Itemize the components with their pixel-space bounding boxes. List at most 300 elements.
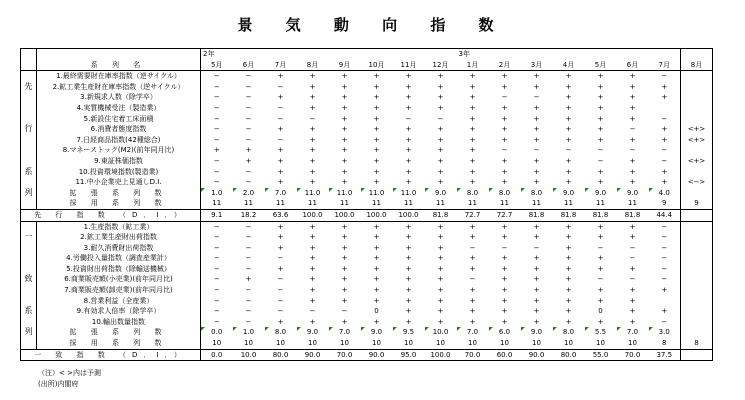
sign-cell: −	[245, 82, 252, 91]
sign-cell: −	[661, 317, 668, 326]
di-value: 95.0	[393, 349, 425, 361]
sign-cell: −	[565, 146, 572, 155]
sign-cell: +	[309, 275, 316, 284]
sign-cell: −	[213, 254, 220, 263]
adopted-value: 10	[564, 339, 573, 348]
di-value: 81.8	[553, 209, 585, 221]
sign-cell: +	[373, 178, 380, 187]
sign-cell: +	[521, 71, 553, 82]
sign-cell: −	[629, 275, 636, 284]
series-name: 5.投資財出荷指数（除輸送機械）	[37, 264, 201, 275]
sign-cell: +	[565, 167, 572, 176]
di-label: 一 致 指 数 （D．I．）	[21, 349, 201, 361]
sign-cell: +	[661, 82, 668, 91]
sign-cell	[681, 317, 713, 328]
note-source: (出所)内閣府	[38, 380, 79, 388]
sign-cell: +	[297, 221, 329, 232]
sign-cell: +	[405, 93, 412, 102]
sign-cell: +	[437, 178, 444, 187]
year-header-2: 2年	[201, 49, 457, 60]
di-value: 63.6	[265, 209, 297, 221]
sign-cell: +	[501, 103, 508, 112]
sign-cell: +	[565, 156, 572, 165]
di-value: 0.0	[201, 349, 233, 361]
sign-cell: +	[309, 243, 316, 252]
sign-cell: +	[533, 275, 540, 284]
leading-group-label: 系	[21, 167, 37, 178]
sign-cell: +	[533, 82, 540, 91]
sign-cell: +	[469, 233, 476, 242]
di-value	[681, 209, 713, 221]
adopted-value: 10	[244, 339, 253, 348]
sign-cell: −	[213, 286, 220, 295]
leading-group-label	[21, 103, 37, 114]
indicator-row	[21, 296, 713, 307]
indicator-row	[21, 306, 713, 317]
adopted-label: 採 用 系 列 数	[37, 338, 201, 349]
di-value: 90.0	[361, 349, 393, 361]
sign-cell: +	[489, 71, 521, 82]
sign-cell: +	[393, 71, 425, 82]
indicator-table	[20, 48, 713, 361]
sign-cell: +	[629, 307, 636, 316]
sign-cell: +	[361, 221, 393, 232]
series-name: 8.営業利益（全産業）	[37, 296, 201, 307]
month-header: 12月	[425, 60, 457, 71]
series-name: 3.新規求人数（除学卒）	[37, 92, 201, 103]
sign-cell: −	[201, 221, 233, 232]
sign-cell: −	[309, 307, 316, 316]
sign-cell: +	[469, 264, 476, 273]
sign-cell: 0	[374, 307, 379, 316]
expanding-value: 8.0	[265, 327, 297, 338]
expanding-label: 拡 張 系 列 数	[37, 188, 201, 199]
sign-cell: −	[213, 114, 220, 123]
sign-cell: −	[213, 93, 220, 102]
sign-cell: +	[309, 156, 316, 165]
sign-cell: +	[405, 307, 412, 316]
di-value: 100.0	[425, 349, 457, 361]
sign-cell	[681, 92, 713, 103]
di-value: 10.0	[233, 349, 265, 361]
month-header: 4月	[553, 60, 585, 71]
sign-cell: +	[405, 146, 412, 155]
sign-cell: +	[437, 243, 444, 252]
sign-cell: +	[629, 103, 636, 112]
expanding-value	[681, 327, 713, 338]
sign-cell: −	[469, 275, 476, 284]
indicator-row	[21, 264, 713, 275]
sign-cell: +	[361, 71, 393, 82]
sign-cell: −	[533, 243, 540, 252]
di-value: 100.0	[297, 209, 329, 221]
sign-cell: +	[597, 82, 604, 91]
sign-cell: +	[341, 125, 348, 134]
sign-cell: −	[597, 146, 604, 155]
coincident-group-label	[21, 264, 37, 275]
sign-cell: +	[329, 221, 361, 232]
sign-cell: +	[629, 114, 636, 123]
adopted-value: 10	[308, 339, 317, 348]
sign-cell	[681, 285, 713, 296]
series-name: 11.中小企業売上見通しD.I.	[37, 177, 201, 188]
sign-cell	[681, 274, 713, 285]
sign-cell: +	[309, 146, 316, 155]
year-header-3: 3年	[457, 49, 681, 60]
sign-cell: +	[469, 135, 476, 144]
sign-cell: −	[533, 146, 540, 155]
sign-cell: +	[533, 167, 540, 176]
sign-cell: +	[309, 93, 316, 102]
sign-cell	[681, 253, 713, 264]
sign-cell: +	[501, 307, 508, 316]
expanding-value: 0.0	[201, 327, 233, 338]
leading-group-label	[21, 114, 37, 125]
sign-cell	[681, 296, 713, 307]
sign-cell: −	[629, 125, 636, 134]
sign-cell: +	[405, 156, 412, 165]
adopted-value: 11	[436, 199, 445, 208]
expanding-count-row	[21, 188, 713, 199]
adopted-value: 11	[372, 199, 381, 208]
expanding-value	[681, 188, 713, 199]
adopted-value: 11	[212, 199, 222, 208]
sign-cell: +	[341, 114, 348, 123]
sign-cell: +	[533, 103, 540, 112]
sign-cell: −	[245, 264, 252, 273]
sign-cell: +	[265, 221, 297, 232]
sign-cell: +	[661, 167, 668, 176]
adopted-value: 10	[212, 339, 222, 348]
sign-cell: +	[437, 146, 444, 155]
sign-cell: +	[405, 264, 412, 273]
indicator-row	[21, 177, 713, 188]
sign-cell: +	[629, 296, 636, 305]
sign-cell: +	[597, 103, 604, 112]
di-value: 80.0	[265, 349, 297, 361]
sign-cell: −	[213, 178, 220, 187]
leading-group-label	[21, 92, 37, 103]
sign-cell: +	[277, 178, 284, 187]
coincident-group-label	[21, 253, 37, 264]
sign-cell: +	[469, 146, 476, 155]
adopted-value: 10	[436, 339, 445, 348]
sign-cell: +	[373, 135, 380, 144]
sign-cell: −	[213, 243, 220, 252]
sign-cell: −	[661, 114, 668, 123]
sign-cell: +	[373, 156, 380, 165]
adopted-value: 10	[500, 339, 509, 348]
adopted-value: 11	[468, 199, 477, 208]
indicator-row	[21, 274, 713, 285]
expanding-value: 8.0	[553, 327, 585, 338]
sign-cell: +	[405, 233, 412, 242]
sign-cell: −	[277, 135, 284, 144]
adopted-value: 10	[596, 339, 605, 348]
sign-cell: +	[373, 264, 380, 273]
expanding-value: 11.0	[393, 188, 425, 199]
coincident-group-label	[21, 285, 37, 296]
series-name: 10.投資環境指数(製造業)	[37, 167, 201, 178]
sign-cell: +	[393, 221, 425, 232]
sign-cell: +	[309, 82, 316, 91]
sign-cell: −	[661, 243, 668, 252]
sign-cell: +	[661, 307, 668, 316]
adopted-value: 9	[662, 199, 667, 208]
sign-cell: −	[245, 178, 252, 187]
expanding-value: 9.0	[297, 327, 329, 338]
sign-cell: −	[597, 156, 604, 165]
coincident-group-label	[21, 221, 37, 232]
sign-cell: +	[629, 93, 636, 102]
sign-cell: −	[213, 103, 220, 112]
sign-cell: −	[245, 286, 252, 295]
sign-cell: +	[501, 135, 508, 144]
sign-cell: +	[373, 275, 380, 284]
sign-cell: +	[585, 221, 617, 232]
sign-cell: +	[565, 233, 572, 242]
sign-cell: +	[469, 178, 476, 187]
di-value: 70.0	[329, 349, 361, 361]
di-value: 72.7	[489, 209, 521, 221]
sign-cell: +	[501, 296, 508, 305]
sign-cell: +	[437, 296, 444, 305]
sign-cell: −	[405, 114, 412, 123]
di-value: 90.0	[297, 349, 329, 361]
sign-cell: <+>	[681, 124, 713, 135]
series-header-blank	[37, 49, 201, 60]
sign-cell: +	[297, 71, 329, 82]
sign-cell: −	[213, 317, 220, 326]
sign-cell: +	[565, 125, 572, 134]
sign-cell: −	[245, 233, 252, 242]
sign-cell: +	[277, 243, 284, 252]
sign-cell: −	[469, 243, 476, 252]
series-name: 8.マネーストック(M2)(前年同月比)	[37, 145, 201, 156]
sign-cell: −	[277, 254, 284, 263]
sign-cell: +	[277, 146, 284, 155]
leading-group-label: 先	[21, 82, 37, 93]
sign-cell: +	[469, 114, 476, 123]
sign-cell: +	[469, 286, 476, 295]
sign-cell: +	[533, 307, 540, 316]
sign-cell: +	[629, 135, 636, 144]
series-name: 6.商業販売額(小売業)(前年同月比)	[37, 274, 201, 285]
group-header-blank	[21, 49, 37, 60]
sign-cell: +	[341, 233, 348, 242]
sign-cell: +	[501, 156, 508, 165]
sign-cell: +	[661, 178, 668, 187]
sign-cell: +	[533, 317, 540, 326]
sign-cell: +	[245, 156, 252, 165]
sign-cell: +	[501, 254, 508, 263]
sign-cell: +	[489, 221, 521, 232]
sign-cell: +	[617, 71, 649, 82]
sign-cell: +	[597, 135, 604, 144]
page-title: 景 気 動 向 指 数	[237, 16, 508, 34]
sign-cell: −	[245, 296, 252, 305]
sign-cell: +	[501, 178, 508, 187]
sign-cell: +	[533, 254, 540, 263]
sign-cell: +	[597, 178, 604, 187]
indicator-row	[21, 156, 713, 167]
sign-cell: <−>	[681, 177, 713, 188]
expanding-value: 4.0	[649, 188, 681, 199]
sign-cell: −	[501, 243, 508, 252]
sign-cell: +	[437, 125, 444, 134]
sign-cell: +	[309, 103, 316, 112]
month-header: 8月	[297, 60, 329, 71]
sign-cell: −	[661, 156, 668, 165]
sign-cell: −	[533, 93, 540, 102]
indicator-row	[21, 221, 713, 232]
sign-cell: +	[501, 264, 508, 273]
sign-cell: −	[245, 114, 252, 123]
di-value: 18.2	[233, 209, 265, 221]
indicator-row	[21, 253, 713, 264]
sign-cell: +	[373, 114, 380, 123]
sign-cell: −	[277, 286, 284, 295]
sign-cell: +	[309, 167, 316, 176]
sign-cell: −	[629, 243, 636, 252]
series-name: 2.鉱工業生産財出荷指数	[37, 232, 201, 243]
expanding-value: 3.0	[649, 327, 681, 338]
adopted-value: 11	[340, 199, 349, 208]
coincident-group-label	[21, 317, 37, 328]
adopted-label: 採 用 系 列 数	[37, 198, 201, 209]
expanding-value: 1.0	[233, 327, 265, 338]
sign-cell	[681, 243, 713, 254]
sign-cell: −	[245, 93, 252, 102]
sign-cell: +	[469, 93, 476, 102]
sign-cell: −	[649, 221, 681, 232]
expanding-value: 9.5	[393, 327, 425, 338]
adopted-value: 10	[404, 339, 413, 348]
sign-cell: +	[437, 254, 444, 263]
adopted-value: 11	[276, 199, 285, 208]
sign-cell: +	[469, 167, 476, 176]
sign-cell: +	[501, 167, 508, 176]
month-header: 11月	[393, 60, 425, 71]
coincident-group-label: 列	[21, 327, 37, 338]
expanding-value: 9.0	[617, 188, 649, 199]
sign-cell: +	[437, 103, 444, 112]
sign-cell: +	[469, 82, 476, 91]
sign-cell: +	[501, 82, 508, 91]
sign-cell: +	[437, 93, 444, 102]
sign-cell: <+>	[681, 156, 713, 167]
sign-cell: +	[437, 286, 444, 295]
year-header-blank	[681, 49, 713, 60]
sign-cell: −	[233, 71, 265, 82]
sign-cell: +	[629, 178, 636, 187]
adopted-value: 11	[564, 199, 573, 208]
sign-cell: +	[597, 286, 604, 295]
leading-group-label	[21, 135, 37, 146]
sign-cell: +	[373, 296, 380, 305]
sign-cell: −	[245, 317, 252, 326]
sign-cell: −	[277, 307, 284, 316]
sign-cell: +	[565, 93, 572, 102]
di-value: 70.0	[617, 349, 649, 361]
di-value: 81.8	[425, 209, 457, 221]
sign-cell: +	[597, 167, 604, 176]
sign-cell: +	[501, 114, 508, 123]
adopted-count-row	[21, 338, 713, 349]
sign-cell	[681, 71, 713, 82]
sign-cell: +	[341, 103, 348, 112]
adopted-value: 10	[340, 339, 349, 348]
sign-cell: +	[457, 221, 489, 232]
sign-cell: +	[373, 146, 380, 155]
sign-cell	[681, 264, 713, 275]
series-name: 6.消費者態度指数	[37, 124, 201, 135]
sign-cell: +	[405, 286, 412, 295]
leading-group-blank	[21, 198, 37, 209]
sign-cell: +	[309, 178, 316, 187]
sign-cell: +	[309, 264, 316, 273]
indicator-row	[21, 243, 713, 254]
sign-cell	[681, 221, 713, 232]
sign-cell: −	[213, 307, 220, 316]
sign-cell: +	[329, 71, 361, 82]
series-name: 1.生産指数（鉱工業）	[37, 221, 201, 232]
sign-cell: +	[469, 296, 476, 305]
di-value	[681, 349, 713, 361]
sign-cell: −	[277, 82, 284, 91]
sign-cell: +	[341, 243, 348, 252]
sign-cell: −	[233, 221, 265, 232]
sign-cell: +	[277, 125, 284, 134]
sign-cell: +	[277, 264, 284, 273]
sign-cell: +	[373, 233, 380, 242]
series-name: 2.鉱工業生産財在庫率指数（逆サイクル）	[37, 82, 201, 93]
month-header: 5月	[201, 60, 233, 71]
sign-cell: +	[629, 317, 636, 326]
adopted-value: 8	[662, 339, 667, 348]
sign-cell: +	[501, 286, 508, 295]
di-value: 37.5	[649, 349, 681, 361]
adopted-value: 11	[628, 199, 637, 208]
sign-cell: +	[373, 317, 380, 326]
sign-cell: −	[661, 275, 668, 284]
series-name: 7.商業販売額(卸売業)(前年同月比)	[37, 285, 201, 296]
sign-cell: −	[649, 71, 681, 82]
adopted-value: 10	[628, 339, 637, 348]
month-header: 7月	[265, 60, 297, 71]
sign-cell: −	[629, 146, 636, 155]
sign-cell: +	[341, 317, 348, 326]
diffusion-index-row	[21, 209, 713, 221]
sign-cell: +	[277, 93, 284, 102]
di-value: 9.1	[201, 209, 233, 221]
di-value: 60.0	[489, 349, 521, 361]
leading-group-label	[21, 145, 37, 156]
header-year-row	[21, 49, 713, 60]
expanding-value: 5.5	[585, 327, 617, 338]
sign-cell: +	[469, 156, 476, 165]
sign-cell: +	[565, 254, 572, 263]
sign-cell: −	[341, 307, 348, 316]
sign-cell: +	[341, 286, 348, 295]
sign-cell: +	[277, 233, 284, 242]
sign-cell: +	[565, 82, 572, 91]
expanding-value: 8.0	[521, 188, 553, 199]
sign-cell	[681, 167, 713, 178]
sign-cell: +	[533, 178, 540, 187]
series-name: 4.実質機械受注（製造業）	[37, 103, 201, 114]
sign-cell: +	[373, 286, 380, 295]
